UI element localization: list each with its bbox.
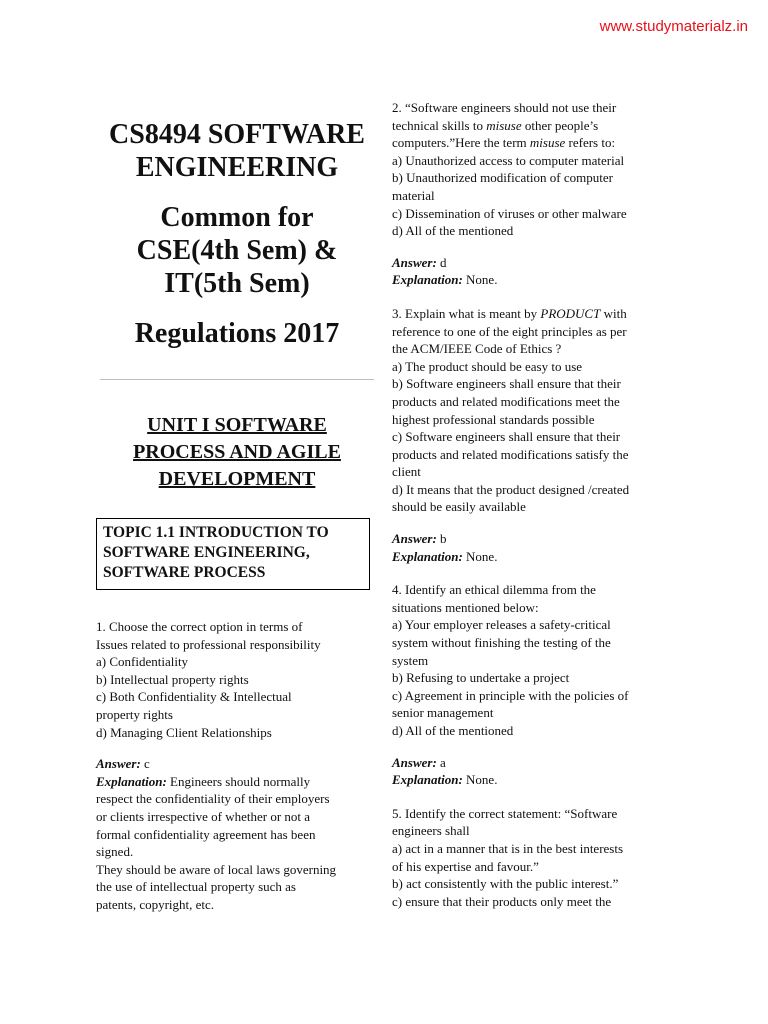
unit-heading: UNIT I SOFTWARE PROCESS AND AGILE DEVELOPMENT: [133, 414, 341, 490]
answer-4: Answer: a Explanation: None.: [392, 754, 498, 788]
right-column: [392, 99, 682, 910]
course-title: CS8494 SOFTWARE ENGINEERING: [109, 119, 365, 183]
common-for-heading: Common for CSE(4th Sem) & IT(5th Sem): [136, 202, 338, 299]
site-url-link[interactable]: www.studymaterialz.in: [599, 18, 748, 35]
answer-1: Answer: c Explanation: Engineers should normally respect the confidentiality of their employers or clients irrespective of whether or not a formal confidentiality agreement has been signed. They should be aware of local laws governing the use of intellectual property such as patents, copyright, etc.: [96, 756, 337, 912]
question-5: 5. Identify the correct statement: “Software engineers shall a) act in a manner that is in the best interests of his expertise and favour.” b) act consistently with the public interest.” c) ensure that their products only meet the: [392, 805, 624, 909]
answer-3: Answer: b Explanation: None.: [392, 531, 498, 564]
question-1: 1. Choose the correct option in terms of Issues related to professional responsibility a) Confidentiality b) Intellectual property rights c) Both Confidentiality & Intellectual property rights d) Managing Client Relationships: [96, 619, 321, 740]
question-4: 4. Identify an ethical dilemma from the situations mentioned below: a) Your employer releases a safety-critical system without finishing the testing of the system b) Refusing to undertake a project c) Agreement in principle with the policies of senior management d) All of the mentioned: [392, 582, 629, 738]
question-3: 3. Explain what is meant by PRODUCT with reference to one of the eight principles as per the ACM/IEEE Code of Ethics ? a) The product should be easy to use b) Software engineers shall ensure that their products and related modifications meet the highest professional standards possible c) Software engineers shall ensure that their products and related modifications satisfy the client d) It means that the product designed /created should be easily available: [392, 305, 630, 515]
topic-box: TOPIC 1.1 INTRODUCTION TO SOFTWARE ENGINEERING, SOFTWARE PROCESS: [96, 518, 370, 590]
divider: [100, 379, 374, 380]
regulations-heading: Regulations 2017: [134, 318, 340, 349]
answer-2: Answer: d Explanation: None.: [392, 254, 498, 288]
left-column: [96, 118, 378, 914]
question-2: 2. “Software engineers should not use their technical skills to misuse other people’s computers.”Here the term misuse refers to: a) Unauthorized access to computer material b) Unauthorized modification of computer material c) Dissemination of viruses or other malware d) All of the mentioned: [392, 100, 627, 239]
